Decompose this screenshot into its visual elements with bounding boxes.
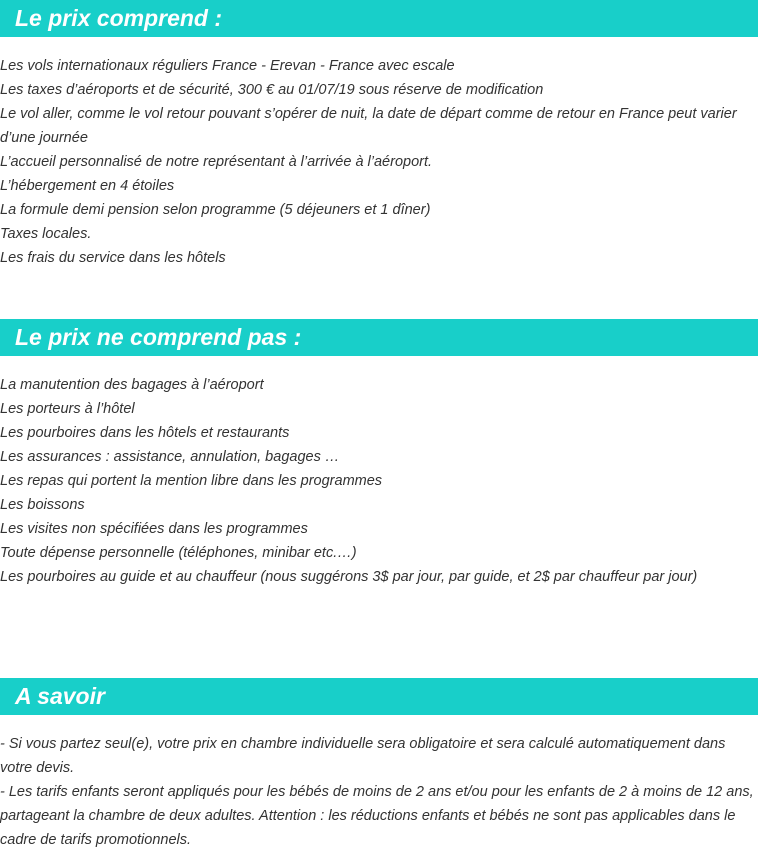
- list-item: Les visites non spécifiées dans les programmes: [0, 521, 308, 537]
- list-item: La manutention des bagages à l’aéroport: [0, 377, 264, 393]
- good-to-know-text: [0, 732, 758, 852]
- list-item: Les frais du service dans les hôtels: [0, 250, 226, 266]
- list-item: Les porteurs à l’hôtel: [0, 401, 135, 417]
- list-item: L’accueil personnalisé de notre représentant à l’arrivée à l’aéroport.: [0, 154, 433, 170]
- list-item: Les boissons: [0, 497, 85, 513]
- section-title: Le prix ne comprend pas :: [15, 324, 302, 350]
- list-item: Les assurances : assistance, annulation, bagages …: [0, 449, 340, 465]
- list-item: Toute dépense personnelle (téléphones, minibar etc.…): [0, 545, 357, 561]
- info-paragraph: - Si vous partez seul(e), votre prix en chambre individuelle sera obligatoire et sera calculé automatiquement dans votre devis.: [0, 736, 726, 776]
- section-title: Le prix comprend :: [15, 5, 223, 31]
- list-item: La formule demi pension selon programme (5 déjeuners et 1 dîner): [0, 202, 431, 218]
- section-header-not-included: [0, 319, 758, 356]
- list-item: Taxes locales.: [0, 226, 92, 242]
- included-list: [0, 54, 758, 270]
- list-item: L’hébergement en 4 étoiles: [0, 178, 175, 194]
- list-item: Les vols internationaux réguliers France - Erevan - France avec escale: [0, 58, 455, 74]
- not-included-list: [0, 373, 758, 589]
- list-item: Le vol aller, comme le vol retour pouvant s’opérer de nuit, la date de départ comme de retour en France peut varier d’une journée: [0, 106, 737, 146]
- list-item: Les taxes d’aéroports et de sécurité, 300 € au 01/07/19 sous réserve de modification: [0, 82, 544, 98]
- section-header-included: [0, 0, 758, 37]
- section-header-good-to-know: [0, 678, 758, 715]
- list-item: Les pourboires au guide et au chauffeur (nous suggérons 3$ par jour, par guide, et 2$ par chauffeur par jour): [0, 569, 698, 585]
- list-item: Les pourboires dans les hôtels et restaurants: [0, 425, 290, 441]
- section-title: A savoir: [15, 683, 105, 709]
- info-paragraph: - Les tarifs enfants seront appliqués pour les bébés de moins de 2 ans et/ou pour les enfants de 2 à moins de 12 ans, partageant la chambre de deux adultes. Attention : les réductions enfants et bébés ne sont pas applicables dans le cadre de tarifs promotionnels.: [0, 784, 754, 848]
- list-item: Les repas qui portent la mention libre dans les programmes: [0, 473, 383, 489]
